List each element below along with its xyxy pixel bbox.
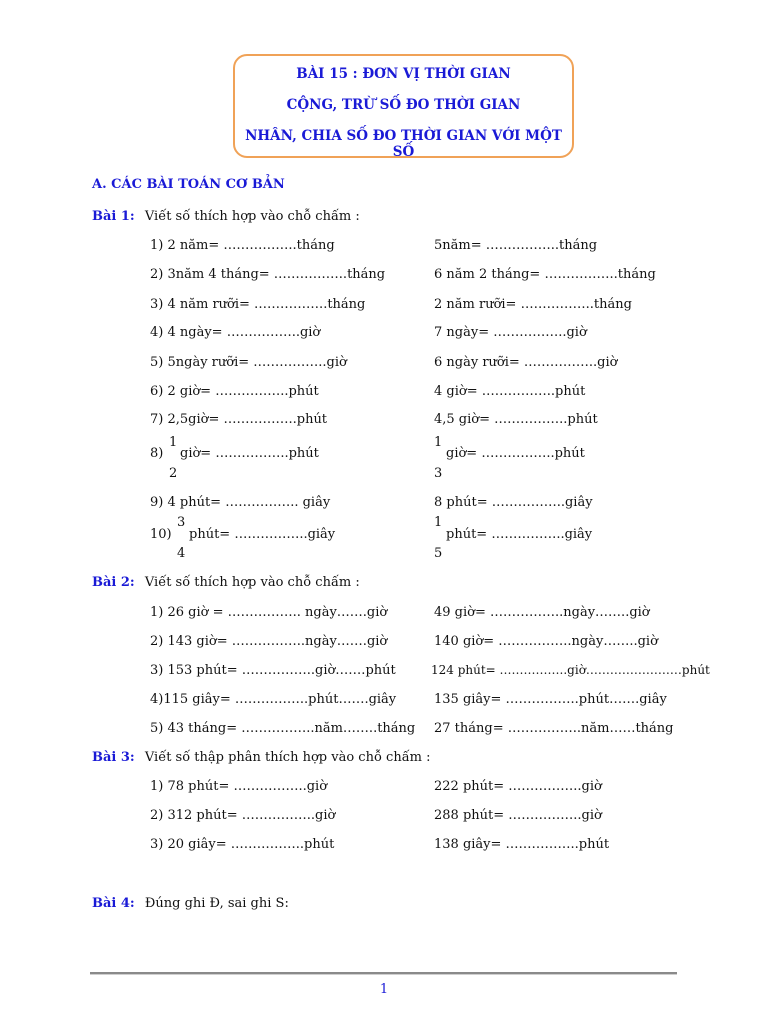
exercise-item: 4)115 giây= ……………..phút…….giây <box>150 692 397 707</box>
exercise-1-heading <box>92 209 360 224</box>
exercise-item: 2 năm rưỡi= ……………..tháng <box>434 297 632 312</box>
exercise-item: 1) 78 phút= ……………..giờ <box>150 779 328 794</box>
exercise-item: 3) 4 năm rưỡi= ……………..tháng <box>150 297 366 312</box>
exercise-item: 1) 2 năm= ……………..tháng <box>150 238 335 253</box>
exercise-item: 6) 2 giờ= ……………..phút <box>150 384 319 399</box>
exercise-item: 8 phút= ……………..giây <box>434 495 593 510</box>
exercise-item: 4,5 giờ= ……………..phút <box>434 412 598 427</box>
exercise-4-heading <box>92 896 289 911</box>
exercise-item: 49 giờ= ……………..ngày……..giờ <box>434 605 650 620</box>
footer-divider <box>90 972 677 975</box>
exercise-label: Bài 3: <box>92 750 135 765</box>
exercise-item: 7 ngày= ……………..giờ <box>434 325 587 340</box>
exercise-label: Bài 1: <box>92 209 135 224</box>
title-box <box>233 54 574 158</box>
exercise-item: 140 giờ= ……………..ngày……..giờ <box>434 634 658 649</box>
exercise-2-heading <box>92 575 360 590</box>
fraction-numerator: 3 <box>177 515 186 530</box>
exercise-instruction: Viết số thích hợp vào chỗ chấm : <box>144 209 360 224</box>
fraction-denominator: 5 <box>434 546 443 561</box>
exercise-item: 2) 312 phút= ……………..giờ <box>150 808 336 823</box>
exercise-item: 124 phút= ……………..giờ……………………phút <box>431 663 710 677</box>
exercise-item: 5) 43 tháng= ……………..năm……..tháng <box>150 721 416 736</box>
exercise-item: 4) 4 ngày= ……………..giờ <box>150 325 321 340</box>
section-heading: A. CÁC BÀI TOÁN CƠ BẢN <box>92 177 285 192</box>
exercise-item: 3) 20 giây= ……………..phút <box>150 837 335 852</box>
title-line-3: NHÂN, CHIA SỐ ĐO THỜI GIAN VỚI MỘT SỐ <box>245 128 562 160</box>
exercise-item: 5) 5ngày rưỡi= ……………..giờ <box>150 355 347 370</box>
exercise-item: 3) 153 phút= ……………..giờ…….phút <box>150 663 396 678</box>
exercise-item: giờ= ……………..phút <box>446 446 585 461</box>
exercise-item: 6 năm 2 tháng= ……………..tháng <box>434 267 656 282</box>
fraction-denominator: 2 <box>169 466 178 481</box>
exercise-item: 1) 26 giờ = …………….. ngày…….giờ <box>150 605 388 620</box>
exercise-item: 222 phút= ……………..giờ <box>434 779 602 794</box>
exercise-label: Bài 4: <box>92 896 135 911</box>
exercise-label: Bài 2: <box>92 575 135 590</box>
fraction-denominator: 4 <box>177 546 186 561</box>
exercise-item: 9) 4 phút= …………….. giây <box>150 495 331 510</box>
title-line-2: CỘNG, TRỪ SỐ ĐO THỜI GIAN <box>286 97 521 113</box>
exercise-item: 7) 2,5giờ= ……………..phút <box>150 412 328 427</box>
exercise-item: 5năm= ……………..tháng <box>434 238 598 253</box>
exercise-item: 138 giây= ……………..phút <box>434 837 610 852</box>
fraction-denominator: 3 <box>434 466 443 481</box>
exercise-item: 2) 3năm 4 tháng= ……………..tháng <box>150 267 386 282</box>
exercise-item: phút= ……………..giây <box>446 527 593 542</box>
exercise-item: 135 giây= ……………..phút…….giây <box>434 692 667 707</box>
item-number: 8) <box>150 446 164 461</box>
exercise-item: phút= ……………..giây <box>189 527 336 542</box>
item-number: 10) <box>150 527 172 542</box>
exercise-instruction: Viết số thập phân thích hợp vào chỗ chấm : <box>144 750 431 765</box>
exercise-3-heading <box>92 750 431 765</box>
exercise-item: 4 giờ= ……………..phút <box>434 384 586 399</box>
exercise-instruction: Viết số thích hợp vào chỗ chấm : <box>144 575 360 590</box>
page-number: 1 <box>379 982 389 997</box>
fraction-numerator: 1 <box>434 515 443 530</box>
exercise-item: 27 tháng= ……………..năm……tháng <box>434 721 674 736</box>
fraction-numerator: 1 <box>434 435 443 450</box>
fraction-numerator: 1 <box>169 435 178 450</box>
title-line-1: BÀI 15 : ĐƠN VỊ THỜI GIAN <box>296 66 511 82</box>
exercise-item: 2) 143 giờ= ……………..ngày…….giờ <box>150 634 388 649</box>
exercise-item: 288 phút= ……………..giờ <box>434 808 602 823</box>
exercise-item: 6 ngày rưỡi= ……………..giờ <box>434 355 618 370</box>
exercise-item: giờ= ……………..phút <box>180 446 319 461</box>
exercise-instruction: Đúng ghi Đ, sai ghi S: <box>144 896 289 911</box>
